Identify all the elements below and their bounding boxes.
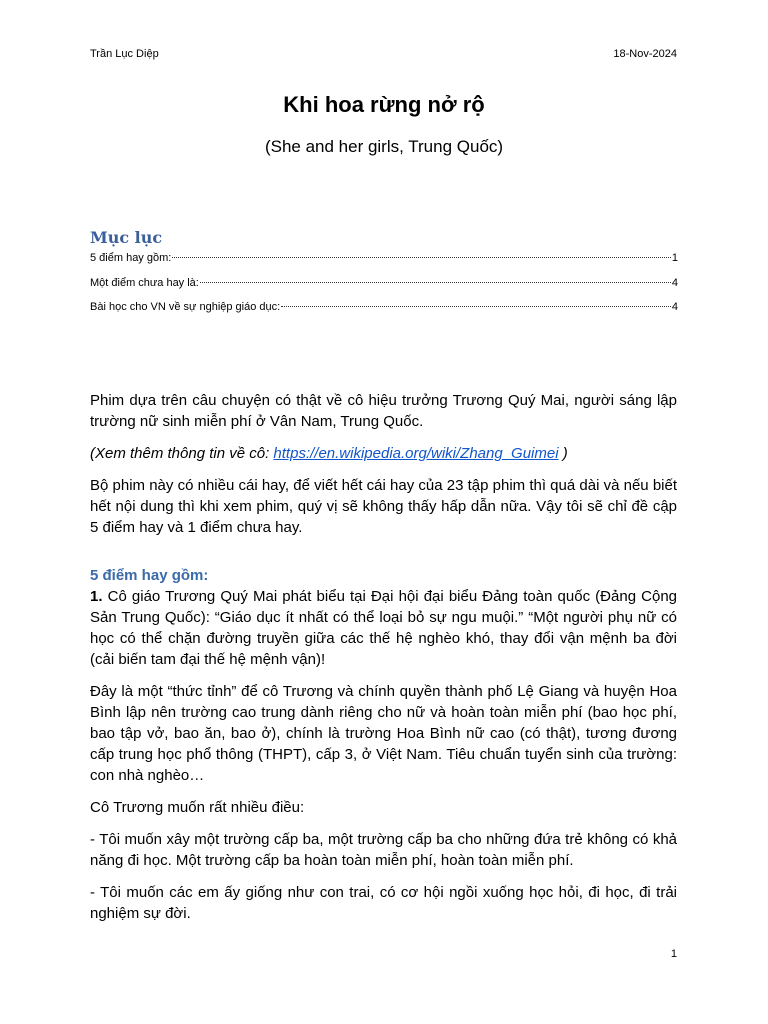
body-paragraph-numbered — [90, 586, 677, 670]
toc-entry[interactable] — [90, 277, 678, 302]
reference-suffix: ) — [558, 445, 568, 462]
toc-entry-label: Bài học cho VN về sự nghiệp giáo dục: — [90, 301, 281, 313]
body-paragraph: Đây là một “thức tỉnh” để cô Trương và chính quyền thành phố Lệ Giang và huyện Hoa Bình lập nên trường cao trung dành riêng cho nữ và hoàn toàn miễn phí (bao học phí, bao tập vở, bao ăn, bao ở), chính là trường Hoa Bình nữ cao (có thật), tương đương cấp trung học phổ thông (THPT), cấp 3, ở Việt Nam. Tiêu chuẩn tuyển sinh của trường: con nhà nghèo… — [90, 683, 677, 784]
toc-entry-page: 1 — [671, 252, 678, 264]
toc-heading: Mục lục — [90, 228, 163, 247]
toc-entry-label: 5 điểm hay gồm: — [90, 252, 172, 264]
item-number: 1. — [90, 588, 103, 605]
document-subtitle: (She and her girls, Trung Quốc) — [264, 137, 504, 156]
body-paragraph: Bộ phim này có nhiều cái hay, để viết hết cái hay của 23 tập phim thì quá dài và nếu biết hết nội dung thì khi xem phim, quý vị sẽ không thấy hấp dẫn nữa. Vậy tôi sẽ chỉ đề cập 5 điểm hay và 1 điểm chưa hay. — [90, 477, 677, 536]
item-text: Cô giáo Trương Quý Mai phát biểu tại Đại hội đại biểu Đảng toàn quốc (Đảng Cộng Sản Trung Quốc): “Giáo dục ít nhất có thể loại bỏ sự ngu muội.” “Một người phụ nữ có học có thể chặn đường truyền giữa các thế hệ nghèo khó, thay đổi vận mệnh ba đời (cải biến tam đại thế hệ mệnh vận)! — [90, 588, 677, 668]
document-body — [90, 390, 677, 935]
toc-leader-dots — [172, 257, 671, 258]
header-date: 18-Nov-2024 — [613, 48, 677, 60]
reference-prefix: (Xem thêm thông tin về cô: — [90, 445, 274, 462]
body-paragraph: - Tôi muốn các em ấy giống như con trai, có cơ hội ngồi xuống học hỏi, đi học, đi trải nghiệm sự đời. — [90, 884, 677, 922]
toc-entry-label: Một điểm chưa hay là: — [90, 276, 199, 289]
toc-entry[interactable] — [90, 252, 678, 277]
body-paragraph: - Tôi muốn xây một trường cấp ba, một trường cấp ba cho những đứa trẻ không có khả năng đi học. Một trường cấp ba hoàn toàn miễn phí, hoàn toàn miễn phí. — [90, 831, 677, 869]
toc-entry[interactable] — [90, 301, 678, 326]
table-of-contents — [90, 252, 678, 326]
header-author: Trần Lục Diệp — [90, 48, 159, 60]
section-heading: 5 điểm hay gồm: — [90, 567, 209, 584]
body-paragraph: Cô Trương muốn rất nhiều điều: — [90, 799, 305, 816]
document-title: Khi hoa rừng nở rộ — [283, 92, 485, 117]
body-paragraph: Phim dựa trên câu chuyện có thật về cô hiệu trưởng Trương Quý Mai, người sáng lập trường nữ sinh miễn phí ở Vân Nam, Trung Quốc. — [90, 392, 677, 430]
toc-entry-page: 4 — [671, 301, 678, 313]
body-paragraph-reference — [90, 443, 677, 464]
page-number: 1 — [670, 948, 677, 960]
toc-entry-page: 4 — [671, 276, 678, 289]
wikipedia-link[interactable]: https://en.wikipedia.org/wiki/Zhang_Guimei — [273, 445, 559, 462]
toc-leader-dots — [200, 282, 671, 283]
toc-leader-dots — [281, 306, 671, 307]
